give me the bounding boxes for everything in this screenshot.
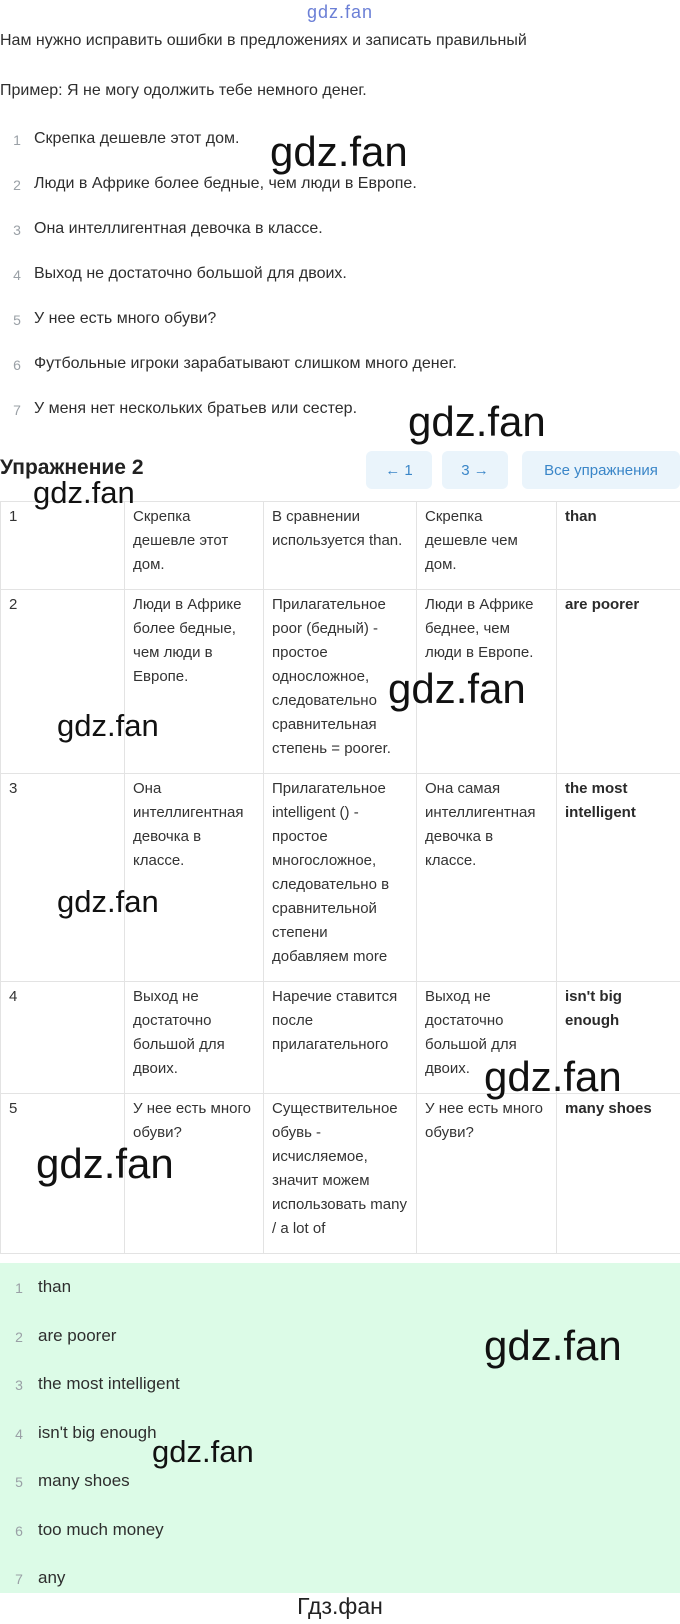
watermark: gdz.fan xyxy=(57,708,159,743)
list-item: 5 У нее есть много обуви? xyxy=(13,310,217,328)
list-item: 6 Футбольные игроки зарабатывают слишком много денег. xyxy=(13,355,457,373)
list-item: 2 Люди в Африке более бедные, чем люди в Европе. xyxy=(13,175,417,193)
watermark: gdz.fan xyxy=(388,665,526,712)
all-exercises-button[interactable]: Все упражнения xyxy=(522,451,680,489)
exercise-title: Упражнение 2 xyxy=(0,456,144,479)
site-logo[interactable]: gdz.fan xyxy=(306,2,374,22)
list-item: 5 many shoes xyxy=(15,1471,130,1491)
list-item: 7 any xyxy=(15,1568,66,1588)
watermark: gdz.fan xyxy=(36,1140,174,1187)
task-intro: Нам нужно исправить ошибки в предложениях и записать правильный xyxy=(0,32,527,49)
prev-exercise-button[interactable]: ← 1 xyxy=(366,451,432,489)
answer-list xyxy=(0,1263,680,1593)
table-row: 1 Скрепка дешевле этот дом. В сравнении используется than. Скрепка дешевле чем дом. than xyxy=(1,502,680,590)
watermark: gdz.fan xyxy=(152,1434,254,1469)
list-item: 1 than xyxy=(15,1277,72,1297)
list-item: 6 too much money xyxy=(15,1519,164,1539)
list-item: 3 Она интеллигентная девочка в классе. xyxy=(13,220,323,238)
site-footer: Гдз.фан xyxy=(297,1593,383,1619)
list-item: 2 are poorer xyxy=(15,1325,117,1345)
list-item: 4 isn't big enough xyxy=(15,1422,157,1442)
list-item: 4 Выход не достаточно большой для двоих. xyxy=(13,265,347,283)
watermark: gdz.fan xyxy=(484,1322,622,1369)
task-example: Пример: Я не могу одолжить тебе немного денег. xyxy=(0,82,367,99)
table-row: 3 Она интеллигентная девочка в классе. Прилагательное intelligent () - простое многосложное, следовательно в сравнительной степени добавляем more Она самая интеллигентная девочка в классе. the most intelligent xyxy=(1,774,680,982)
watermark: gdz.fan xyxy=(270,128,408,175)
table-row: 2 Люди в Африке более бедные, чем люди в Европе. Прилагательное poor (бедный) - простое односложное, следовательно сравнительная степень = poorer. Люди в Африке беднее, чем люди в Европе. are poorer xyxy=(1,590,680,774)
watermark: gdz.fan xyxy=(33,475,135,510)
table-row: 5 У нее есть много обуви? Существительное обувь - исчисляемое, значит можем использовать many / a lot of У нее есть много обуви? many shoes xyxy=(1,1094,680,1254)
next-exercise-button[interactable]: 3 → xyxy=(442,451,508,489)
list-item: 1 Скрепка дешевле этот дом. xyxy=(13,130,240,148)
watermark: gdz.fan xyxy=(57,884,159,919)
watermark: gdz.fan xyxy=(408,398,546,445)
table-row: 4 Выход не достаточно большой для двоих. Наречие ставится после прилагательного Выход не достаточно большой для двоих. isn't big enough xyxy=(1,982,680,1094)
list-item: 7 У меня нет нескольких братьев или сестер. xyxy=(13,400,358,418)
watermark: gdz.fan xyxy=(484,1053,622,1100)
list-item: 3 the most intelligent xyxy=(15,1374,180,1394)
